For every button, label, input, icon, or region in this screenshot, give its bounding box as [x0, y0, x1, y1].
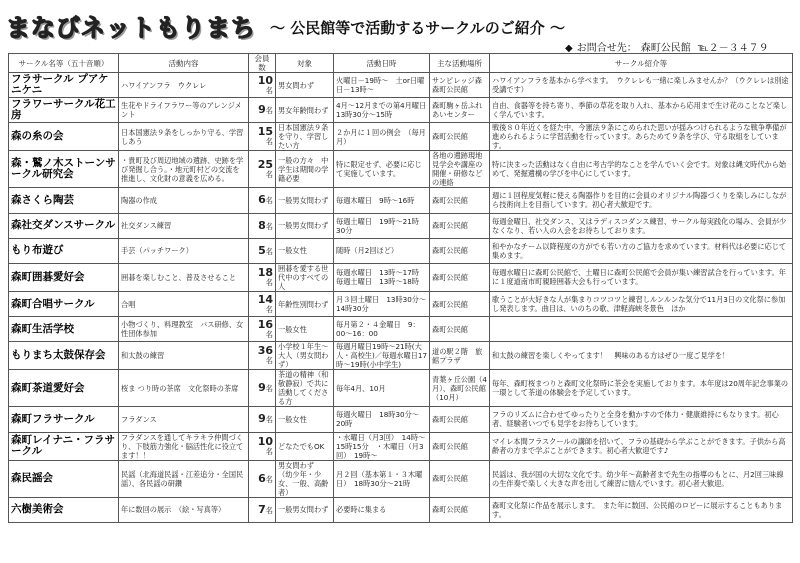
target-audience: 男女問わず — [276, 73, 334, 98]
member-count-suffix: 名 — [265, 85, 273, 95]
activity-place: 森町公民館 — [430, 263, 490, 291]
activity-schedule: 特に限定せず、必要に応じて実施しています。 — [334, 151, 430, 188]
activity-content: 桜ま つり時の茶席 文化祭時の茶席 — [119, 370, 249, 407]
header-schedule: 活動日時 — [334, 54, 430, 73]
contact-info — [565, 39, 773, 54]
activity-place: 森町公民館 — [430, 238, 490, 263]
circle-intro: 自由、食器等を持ち寄り、季節の草花を取り入れ、基本から応用まで生け花のことなど楽しく学んでいます。 — [490, 98, 793, 123]
diamond-icon: ◆ — [565, 43, 573, 54]
table-row — [9, 263, 793, 291]
circle-name: 六樹美術会 — [9, 497, 119, 522]
circle-name: 森町合唱サークル — [9, 291, 119, 316]
circle-intro: 森町文化祭に作品を展示します。 また年に数回、公民館のロビーに展示することもあります。 — [490, 497, 793, 522]
activity-schedule: 毎週火曜日 18時30分～20時 — [334, 407, 430, 432]
table-row — [9, 432, 793, 460]
table-row — [9, 151, 793, 188]
activity-place: 森町公民館 — [430, 460, 490, 497]
member-count-suffix: 名 — [265, 221, 273, 231]
activity-schedule: 月３回土曜日 13時30分～14時30分 — [334, 291, 430, 316]
activity-content: フラダンスを通してキラキラ仲間づくり、下肢筋力強化・脳活性化に役立てます！！ — [119, 432, 249, 460]
activity-place: 青葉ヶ丘公園（4月）、森町公民館（10月） — [430, 370, 490, 407]
activity-schedule: 毎年4月、10月 — [334, 370, 430, 407]
circle-name: フラサークル プアケニケニ — [9, 73, 119, 98]
contact-label: お問合せ先： — [576, 43, 637, 54]
circle-name: フラワーサークル花工房 — [9, 98, 119, 123]
member-count-value: 16 — [257, 317, 273, 331]
circle-intro: 和太鼓の練習を楽しくやってます！ 興味のある方はぜひ一度ご見学を！ — [490, 342, 793, 370]
member-count-suffix: 名 — [265, 474, 273, 484]
target-audience: 男女年齢問わず — [276, 98, 334, 123]
activity-content: 民謡（北海道民謡・江差追分・全国民謡）、各民謡の研鑽 — [119, 460, 249, 497]
member-count — [249, 291, 276, 316]
member-count-suffix: 名 — [265, 356, 273, 366]
header-intro: サークル紹介等 — [490, 54, 793, 73]
target-audience: 年齢性別問わず — [276, 291, 334, 316]
member-count-value: 6 — [258, 471, 266, 485]
circle-intro: 特に決まった活動はなく自由に考古学的なことを学んでいく会です。対象は縄文時代から始めて、発掘遺構の学びを中心にしています。 — [490, 151, 793, 188]
member-count — [249, 432, 276, 460]
member-count — [249, 263, 276, 291]
activity-place: 各地の遺跡現地見学会や講座の開催・研修などの連絡 — [430, 151, 490, 188]
circle-intro: フラのリズムに合わせてゆったりと全身を動かすので体力・健康維持にもなります。初心者、経験者いつでも見学をお待ちしています。 — [490, 407, 793, 432]
activity-schedule: 随時（月2回ほど） — [334, 238, 430, 263]
activity-content: 陶器の作成 — [119, 188, 249, 213]
table-row — [9, 497, 793, 522]
activity-content: 生花やドライフラワー等のアレンジメント — [119, 98, 249, 123]
member-count — [249, 98, 276, 123]
table-row — [9, 407, 793, 432]
brand-title: まなびネットもりまち — [6, 14, 256, 42]
target-audience: 一般女性 — [276, 317, 334, 342]
header-target: 対象 — [276, 54, 334, 73]
circle-intro: 歌うことが大好きな人が集まりコツコツと練習しルンルンな気分で11月3日の文化祭に参加し発表します。曲目は、いのちの歌、津軽海峡冬景色 ほか — [490, 291, 793, 316]
activity-schedule: 毎月第２・４金曜日 9：00～16：00 — [334, 317, 430, 342]
page-subtitle: ～ 公民館等で活動するサークルのご紹介 ～ — [270, 19, 565, 37]
table-row — [9, 73, 793, 98]
activity-schedule: 毎週月曜日19時～21時(大人・高校生)／毎週水曜日17時～19時(小中学生) — [334, 342, 430, 370]
table-row — [9, 317, 793, 342]
target-audience: 男女問わず （幼少年・少女、一般、高齢者） — [276, 460, 334, 497]
activity-place: 森町駒ヶ岳ふれあいセンター — [430, 98, 490, 123]
member-count — [249, 370, 276, 407]
member-count-value: 9 — [258, 412, 266, 426]
activity-content: 社交ダンス練習 — [119, 213, 249, 238]
target-audience: 囲碁を愛する世代中のすべての人 — [276, 263, 334, 291]
target-audience: 茶道の精神（和敬静寂）で共に活動してくださる方 — [276, 370, 334, 407]
circle-intro: 毎週水曜日に森町公民館で、土曜日に森町公民館で会員が集い練習試合を行っています。年に１度道南市町親睦囲碁大会も行っています。 — [490, 263, 793, 291]
activity-schedule: 毎週木曜日 9時～16時 — [334, 188, 430, 213]
circle-intro: 週に１回程度気軽に使える陶器作りを目的に会員のオリジナル陶器づくりを楽しみにしながら技術向上を目指しています。初心者大歓迎です。 — [490, 188, 793, 213]
activity-content: 日本国憲法９条をしっかり守る、学習しあう — [119, 123, 249, 151]
table-row — [9, 238, 793, 263]
activity-schedule: 4月～12月までの第4月曜日 13時30分～15時 — [334, 98, 430, 123]
member-count-value: 6 — [258, 193, 266, 207]
activity-place: サンピレッジ森 森町公民館 — [430, 73, 490, 98]
header-place: 主な活動場所 — [430, 54, 490, 73]
target-audience: どなたでもOK — [276, 432, 334, 460]
member-count-value: 9 — [258, 103, 266, 117]
page-header — [0, 0, 800, 52]
circle-name: もりまち太鼓保存会 — [9, 342, 119, 370]
member-count-value: 36 — [257, 344, 273, 358]
circle-intro: ハワイアンフラを基本から学べます。 ウクレレも一緒に楽しみませんか？（ウクレレは別途受講です） — [490, 73, 793, 98]
member-count — [249, 151, 276, 188]
circle-intro: 戦後８０年近くを経た中、今憲法９条にこめられた思いが揺みつけられるような戦争準備が進められるように学習活動を行っています。あらためて９条を学び、守る取組をしています。 — [490, 123, 793, 151]
circle-name: 森社交ダンスサークル — [9, 213, 119, 238]
circle-name: 森町茶道愛好会 — [9, 370, 119, 407]
member-count-suffix: 名 — [265, 384, 273, 394]
member-count — [249, 460, 276, 497]
member-count — [249, 188, 276, 213]
member-count-suffix: 名 — [265, 137, 273, 147]
circle-name: 森さくら陶芸 — [9, 188, 119, 213]
member-count — [249, 123, 276, 151]
activity-schedule: 毎週水曜日 13時～17時 毎週土曜日 13時～18時 — [334, 263, 430, 291]
contact-tel: ℡２－３４７９ — [697, 43, 769, 54]
member-count-value: 18 — [257, 265, 273, 279]
activity-content: 合唱 — [119, 291, 249, 316]
table-row — [9, 370, 793, 407]
member-count — [249, 342, 276, 370]
member-count-suffix: 名 — [265, 505, 273, 515]
activity-content: 和太鼓の練習 — [119, 342, 249, 370]
circle-intro — [490, 317, 793, 342]
circle-name: 森の糸の会 — [9, 123, 119, 151]
circle-table — [8, 53, 793, 523]
table-row — [9, 213, 793, 238]
activity-schedule: 月２回（基本第１・３木曜日） 18時30分～21時 — [334, 460, 430, 497]
table-row — [9, 188, 793, 213]
member-count-suffix: 名 — [265, 246, 273, 256]
member-count-value: 9 — [258, 381, 266, 395]
member-count-value: 15 — [257, 125, 273, 139]
activity-place: 森町公民館 — [430, 213, 490, 238]
circle-name: 森町生活学校 — [9, 317, 119, 342]
activity-schedule: ・水曜日（月3回） 14時～15時15分 ・木曜日（月3回） 19時～ — [334, 432, 430, 460]
member-count — [249, 213, 276, 238]
activity-place: 森町公民館 — [430, 123, 490, 151]
activity-content: 囲碁を楽しむこと、普及させること — [119, 263, 249, 291]
member-count-suffix: 名 — [265, 277, 273, 287]
member-count-value: 7 — [258, 502, 266, 516]
member-count-value: 10 — [257, 73, 273, 87]
circle-name: 森町囲碁愛好会 — [9, 263, 119, 291]
member-count-value: 8 — [258, 218, 266, 232]
target-audience: 小学校１年生～大人（男女問わず） — [276, 342, 334, 370]
target-audience: 日本国憲法９条を守り、学習したい方 — [276, 123, 334, 151]
circle-name: 森町フラサークル — [9, 407, 119, 432]
activity-content: 小物づくり、料理教室 バス研修、女性団体参加 — [119, 317, 249, 342]
member-count-value: 10 — [257, 434, 273, 448]
table-header-row — [9, 54, 793, 73]
target-audience: 一般の方々 中学生は期間の学籍必要 — [276, 151, 334, 188]
activity-place: 森町公民館 — [430, 291, 490, 316]
member-count-suffix: 名 — [265, 196, 273, 206]
header-count: 会員数 — [249, 54, 276, 73]
circle-name: 森町レイナニ・フラサークル — [9, 432, 119, 460]
table-row — [9, 460, 793, 497]
member-count — [249, 407, 276, 432]
activity-schedule: ２か月に１回の例会 （毎月月） — [334, 123, 430, 151]
circle-intro: 毎年、森町桜まつりと森町文化祭時に茶会を実施しております。本年度は20周年記念事業の一環として茶道の体験会を予定しています。 — [490, 370, 793, 407]
table-row — [9, 291, 793, 316]
member-count — [249, 317, 276, 342]
header-name: サークル名等（五十音順） — [9, 54, 119, 73]
member-count — [249, 73, 276, 98]
circle-name: 森・鷲ノ木ストーンサークル研究会 — [9, 151, 119, 188]
activity-place: 森町公民館 — [430, 497, 490, 522]
activity-content: フラダンス — [119, 407, 249, 432]
activity-schedule: 火曜日－19時～ 土or日曜日－13時～ — [334, 73, 430, 98]
activity-place: 森町公民館 — [430, 317, 490, 342]
target-audience: 一般男女問わず — [276, 188, 334, 213]
target-audience: 一般男女問わず — [276, 497, 334, 522]
member-count-suffix: 名 — [265, 169, 273, 179]
activity-content: ・貴町及び周辺地域の遺跡、史跡を学び発掘し合う。・地元町村どの交流を推進し、文化財の意義を広める。 — [119, 151, 249, 188]
member-count — [249, 497, 276, 522]
activity-place: 森町公民館 — [430, 432, 490, 460]
member-count-suffix: 名 — [265, 106, 273, 116]
target-audience: 一般女性 — [276, 238, 334, 263]
circle-intro: 毎週金曜日、社交ダンス、又はラディスコダンス練習、サークル毎実践化の場み、会員が少なくなり、若い人の入会をお待ちしております。 — [490, 213, 793, 238]
member-count-value: 25 — [257, 157, 273, 171]
activity-schedule: 毎週土曜日 19時～21時30分 — [334, 213, 430, 238]
member-count-suffix: 名 — [265, 446, 273, 456]
target-audience: 一般男女問わず — [276, 213, 334, 238]
member-count — [249, 238, 276, 263]
header-content: 活動内容 — [119, 54, 249, 73]
member-count-suffix: 名 — [265, 329, 273, 339]
circle-name: もり布遊び — [9, 238, 119, 263]
activity-place: 道の駅２階 旅館プラザ — [430, 342, 490, 370]
member-count-suffix: 名 — [265, 415, 273, 425]
circle-name: 森民謡会 — [9, 460, 119, 497]
circle-intro: マイレ本間フラスクールの講師を招いて、フラの基礎から学ぶことができます。子供から高齢者の方まで学ぶことができます。初心者大歓迎です♪ — [490, 432, 793, 460]
activity-place: 森町公民館 — [430, 407, 490, 432]
activity-content: 手芸（パッチワーク） — [119, 238, 249, 263]
member-count-suffix: 名 — [265, 304, 273, 314]
member-count-value: 14 — [257, 292, 273, 306]
table-row — [9, 342, 793, 370]
circle-intro: 民謡は、我が国の大切な文化です。幼少年～高齢者まで先生の指導のもとに、月2回三味線の生伴奏で楽しく大きな声を出して練習に励んでいます。初心者大歓迎。 — [490, 460, 793, 497]
member-count-value: 5 — [258, 243, 266, 257]
activity-content: ハワイアンフラ ウクレレ — [119, 73, 249, 98]
activity-content: 年に数回の展示 （絵・写真等） — [119, 497, 249, 522]
contact-office: 森町公民館 — [640, 43, 691, 54]
table-row — [9, 123, 793, 151]
activity-schedule: 必要時に集まる — [334, 497, 430, 522]
activity-place: 森町公民館 — [430, 188, 490, 213]
table-row — [9, 98, 793, 123]
target-audience: 一般女性 — [276, 407, 334, 432]
circle-intro: 和やかなチーム以降程度の方がでも若い方のご協力を求めています。材料代は必要に応じて集めます。 — [490, 238, 793, 263]
